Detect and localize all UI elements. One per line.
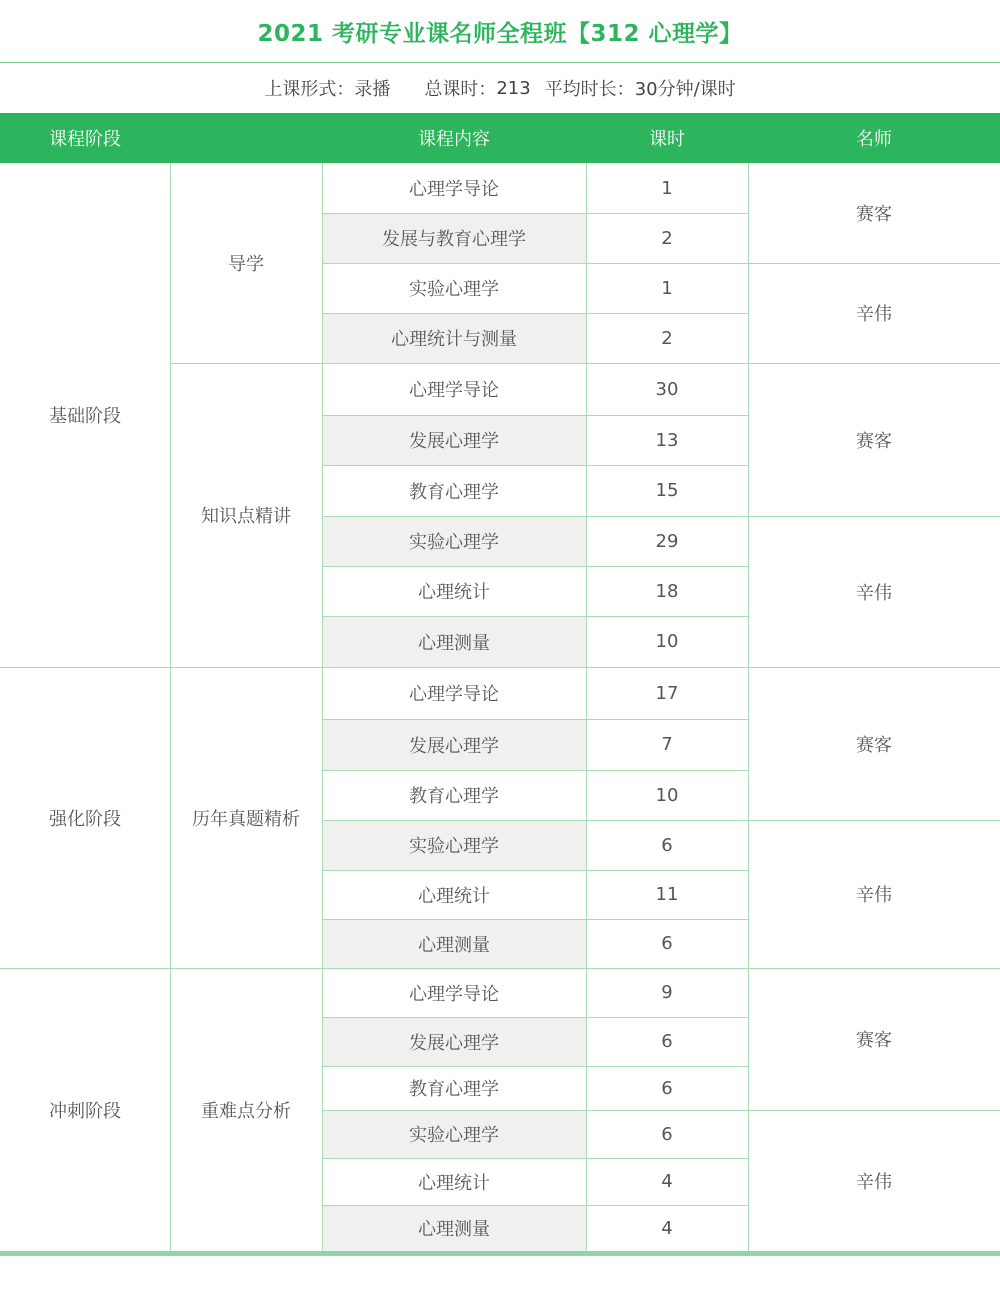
grid-line	[322, 1017, 748, 1018]
course-cell: 心理统计	[418, 1172, 490, 1194]
grid-line	[0, 667, 1000, 668]
course-cell: 实验心理学	[322, 516, 586, 566]
grid-line	[322, 616, 748, 617]
grid-line	[322, 820, 748, 821]
grid-line	[322, 719, 748, 720]
header-content: 课程内容	[418, 129, 490, 150]
grid-line	[322, 415, 748, 416]
module-cell: 重难点分析	[201, 1100, 291, 1122]
stage-cell: 强化阶段	[49, 808, 121, 830]
course-cell: 心理测量	[322, 616, 586, 667]
page-title: 2021 考研专业课名师全程班【312 心理学】	[257, 21, 743, 47]
header-stage: 课程阶段	[49, 129, 121, 150]
course-cell: 心理学导论	[409, 983, 499, 1005]
hours-cell: 6	[661, 933, 673, 954]
grid-line	[322, 263, 748, 264]
hours-cell: 9	[661, 982, 673, 1003]
hours-cell: 2	[661, 227, 673, 249]
course-cell: 教育心理学	[409, 786, 499, 807]
module-cell: 知识点精讲	[201, 506, 291, 527]
module-cell: 导学	[228, 254, 264, 275]
grid-line	[322, 770, 748, 771]
teacher-cell: 辛伟	[856, 885, 892, 906]
grid-line	[748, 263, 1000, 264]
hours-cell: 7	[661, 734, 673, 755]
course-cell: 实验心理学	[322, 1110, 586, 1158]
header-teacher: 名师	[856, 129, 892, 150]
hours-cell: 6	[661, 1123, 673, 1145]
hours-cell: 1	[661, 177, 673, 199]
course-cell: 心理测量	[322, 1205, 586, 1251]
grid-line	[170, 163, 171, 1251]
course-cell: 心理学导论	[409, 179, 499, 200]
table-header	[0, 113, 1000, 163]
hours-cell: 6	[661, 834, 673, 856]
teacher-cell: 赛客	[856, 204, 892, 225]
grid-line	[322, 163, 323, 1251]
hours-cell: 6	[661, 1077, 673, 1099]
course-cell: 实验心理学	[409, 279, 499, 300]
course-cell: 心理统计与测量	[322, 313, 586, 363]
grid-line	[322, 1158, 748, 1159]
course-cell: 心理统计	[418, 885, 490, 907]
grid-line	[322, 516, 748, 517]
hours-cell: 11	[655, 884, 679, 905]
hours-cell: 4	[661, 1171, 673, 1192]
total-hours-value: 213	[496, 77, 531, 99]
course-cell: 心理统计	[418, 582, 490, 603]
hours-cell: 6	[661, 1031, 673, 1052]
average-duration-label: 平均时长：	[544, 79, 635, 100]
course-cell: 发展心理学	[322, 719, 586, 770]
course-cell: 发展心理学	[322, 415, 586, 465]
course-cell: 实验心理学	[322, 820, 586, 870]
grid-line	[322, 566, 748, 567]
grid-line	[322, 313, 748, 314]
course-cell: 心理测量	[322, 919, 586, 968]
grid-line	[322, 870, 748, 871]
grid-line	[322, 919, 748, 920]
hours-cell: 10	[655, 631, 679, 652]
grid-line	[748, 1110, 1000, 1111]
course-cell: 心理学导论	[409, 380, 499, 401]
hours-cell: 29	[655, 530, 679, 552]
total-hours-label: 总课时：	[424, 79, 497, 100]
course-cell: 教育心理学	[409, 481, 499, 503]
teacher-cell: 赛客	[856, 430, 892, 452]
grid-line	[322, 1205, 748, 1206]
hours-cell: 10	[655, 784, 679, 806]
course-cell: 发展与教育心理学	[322, 213, 586, 263]
course-cell: 教育心理学	[409, 1079, 499, 1100]
grid-line	[322, 1066, 748, 1067]
teacher-cell: 辛伟	[856, 304, 892, 325]
grid-line	[748, 820, 1000, 821]
grid-line	[748, 516, 1000, 517]
grid-line	[322, 213, 748, 214]
hours-cell: 15	[655, 480, 679, 501]
hours-cell: 1	[661, 277, 673, 299]
average-duration-value: 30分钟/课时	[634, 79, 736, 100]
stage-cell: 基础阶段	[49, 406, 121, 427]
stage-cell: 冲刺阶段	[49, 1100, 121, 1122]
hours-cell: 2	[661, 327, 673, 349]
grid-line	[586, 163, 587, 1251]
grid-line	[748, 163, 749, 1251]
header-hours: 课时	[649, 129, 685, 150]
hours-cell: 4	[661, 1217, 673, 1239]
format-label: 上课形式：	[264, 79, 355, 100]
teacher-cell: 辛伟	[856, 582, 892, 604]
grid-line	[0, 968, 1000, 969]
grid-line	[170, 363, 322, 364]
teacher-cell: 赛客	[856, 734, 892, 756]
grid-line	[322, 363, 748, 364]
course-cell: 心理学导论	[409, 684, 499, 705]
hours-cell: 13	[655, 429, 679, 451]
teacher-cell: 赛客	[856, 1030, 892, 1051]
grid-line	[322, 465, 748, 466]
table-bottom-border	[0, 1251, 1000, 1256]
grid-line	[322, 1110, 748, 1111]
course-info-bar	[0, 63, 1000, 113]
hours-cell: 17	[655, 682, 679, 704]
grid-line	[748, 363, 1000, 364]
course-cell: 发展心理学	[322, 1017, 586, 1066]
hours-cell: 18	[655, 580, 679, 602]
hours-cell: 30	[655, 378, 679, 400]
teacher-cell: 辛伟	[856, 1171, 892, 1193]
module-cell: 历年真题精析	[192, 808, 300, 830]
format-value: 录播	[354, 79, 391, 100]
